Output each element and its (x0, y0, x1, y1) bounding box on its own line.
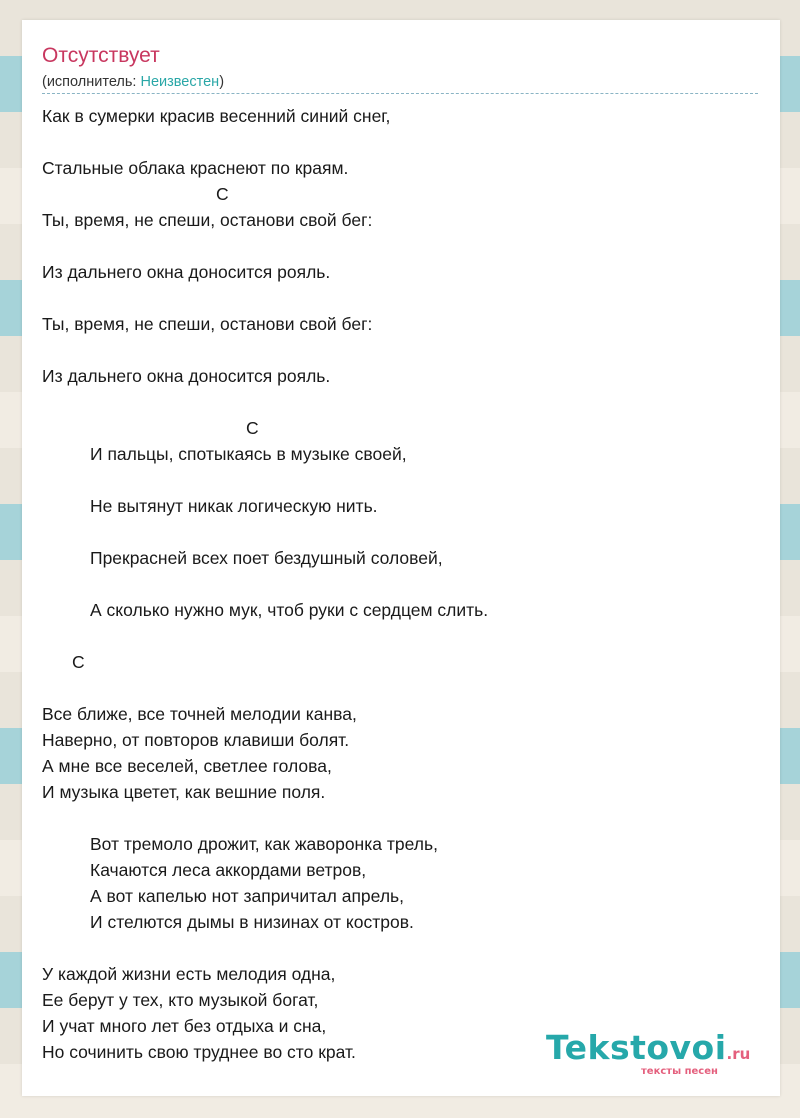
lyric-line: Ее берут у тех, кто музыкой богат, (42, 990, 319, 1010)
title-divider (42, 93, 758, 94)
lyric-line: Наверно, от повторов клавиши болят. (42, 730, 350, 750)
artist-suffix: ) (219, 74, 225, 90)
lyric-line: И музыка цветет, как вешние поля. (42, 782, 326, 802)
lyric-line: У каждой жизни есть мелодия одна, (42, 964, 336, 984)
chord-label: C (246, 418, 259, 438)
lyric-line: Не вытянут никак логическую нить. (90, 496, 378, 516)
lyric-line: И пальцы, спотыкаясь в музыке своей, (90, 444, 407, 464)
artist-prefix: (исполнитель: (42, 74, 141, 90)
lyric-line: Все ближе, все точней мелодии канва, (42, 704, 357, 724)
lyric-line: Качаются леса аккордами ветров, (90, 860, 367, 880)
lyric-line: А вот капелью нот запричитал апрель, (90, 886, 405, 906)
chord-label: C (216, 184, 229, 204)
lyric-line: Но сочинить свою труднее во сто крат. (42, 1042, 356, 1062)
chord-label: C (72, 652, 85, 672)
artist-line (42, 72, 224, 92)
lyric-line: Из дальнего окна доносится рояль. (42, 366, 331, 386)
logo-name: Tekstovoi (546, 1028, 727, 1067)
lyric-line: Прекрасней всех поет бездушный соловей, (90, 548, 443, 568)
lyric-line: А мне все веселей, светлее голова, (42, 756, 332, 776)
lyric-line: Вот тремоло дрожит, как жаворонка трель, (90, 834, 438, 854)
logo-tld: .ru (726, 1045, 751, 1063)
lyric-line: И стелются дымы в низинах от костров. (90, 912, 414, 932)
lyric-line: Как в сумерки красив весенний синий снег, (42, 106, 391, 126)
lyric-line: Ты, время, не спеши, останови свой бег: (42, 314, 373, 334)
artist-link[interactable]: Неизвестен (140, 74, 220, 90)
logo-tagline: тексты песен (641, 1066, 718, 1077)
lyric-line: Ты, время, не спеши, останови свой бег: (42, 210, 373, 230)
lyrics-sheet (22, 20, 780, 1096)
lyric-line: Из дальнего окна доносится рояль. (42, 262, 331, 282)
lyric-line: А сколько нужно мук, чтоб руки с сердцем слить. (90, 600, 489, 620)
lyric-line: И учат много лет без отдыха и сна, (42, 1016, 327, 1036)
lyric-line: Стальные облака краснеют по краям. (42, 158, 349, 178)
song-title: Отсутствует (42, 44, 160, 67)
